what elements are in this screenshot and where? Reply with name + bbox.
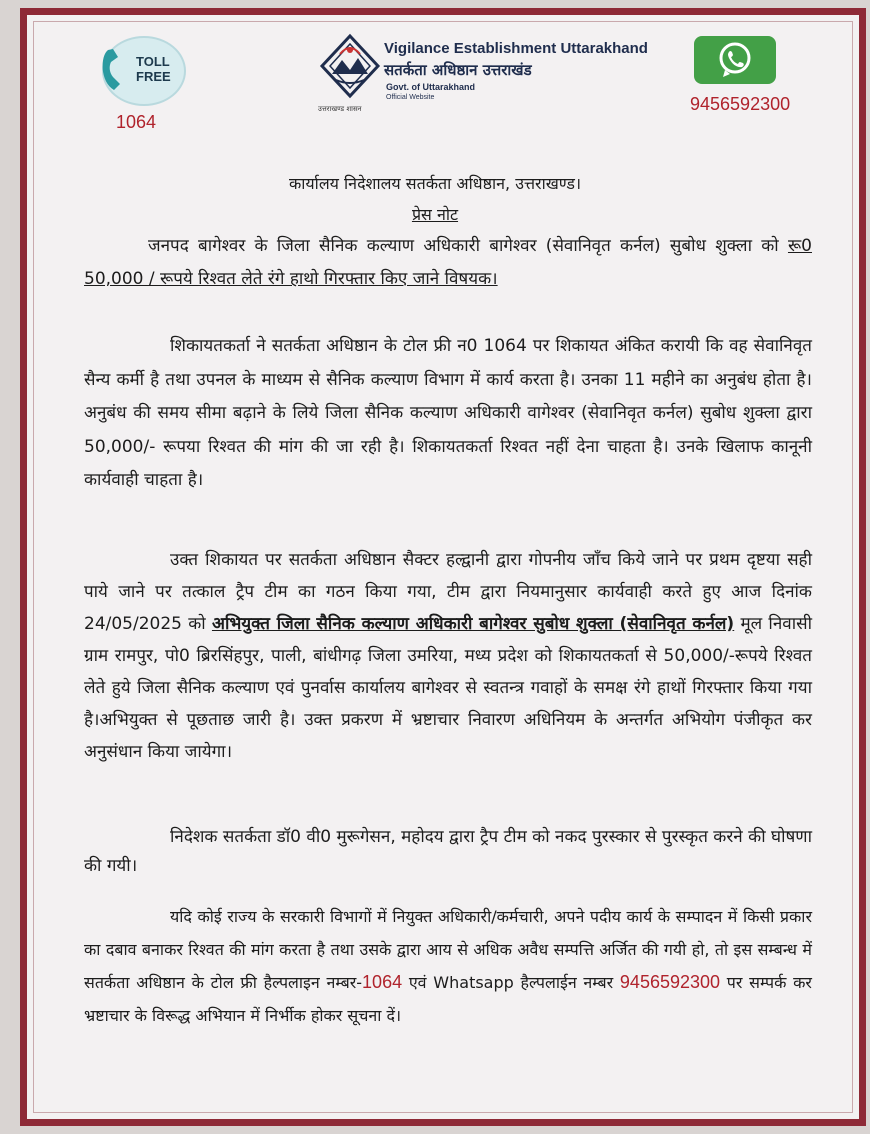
org-name-hindi: सतर्कता अधिष्ठान उत्तराखंड: [384, 61, 532, 79]
org-name-english: Vigilance Establishment Uttarakhand: [384, 40, 648, 57]
paragraph-arrest: [84, 544, 812, 768]
subject-part-1: जनपद बागेश्वर के जिला सैनिक कल्याण अधिकारी बागेश्वर (सेवानिवृत कर्नल) सुबोध शुक्ला को: [148, 236, 779, 256]
govt-line: Govt. of Uttarakhand: [386, 82, 476, 92]
arrest-text-a: उक्त शिकायत पर सतर्कता अधिष्ठान सैक्टर हल्द्वानी द्वारा गोपनीय जाँच किये जाने पर प्रथम दृष्टया सही पाये जाने पर तत्काल ट्रैप टीम का गठन किया गया, टीम द्वारा नियमानुसार कार्यवाही करते हुए आज दिनांक 24/05/2025 को: [84, 550, 812, 634]
appeal-text-c: पर सम्पर्क कर भ्रष्टाचार के विरूद्ध अभियान में निर्भीक होकर सूचना दें।: [84, 973, 812, 1025]
whatsapp-icon: [694, 36, 776, 84]
phone-icon: [98, 46, 138, 94]
site-line: Official Website: [386, 94, 435, 101]
paragraph-appeal: [84, 900, 812, 1032]
toll-free-badge: [96, 36, 186, 106]
whatsapp-badge: [694, 36, 776, 84]
press-note-title: प्रेस नोट: [411, 205, 459, 224]
appeal-text-b: एवं Whatsapp हैल्पलाईन नम्बर: [408, 973, 614, 992]
paragraph-reward: निदेशक सतर्कता डॉ0 वी0 मुरूगेसन, महोदय द्वारा ट्रैप टीम को नकद पुरस्कार से पुरस्कृत करने की घोषणा की गयी।: [84, 827, 812, 876]
toll-free-number: 1064: [116, 112, 157, 132]
uttarakhand-emblem-icon: [318, 32, 382, 114]
helpline-number: 1064: [362, 972, 403, 992]
emblem-motto: उत्तराखण्ड शासन: [318, 105, 362, 113]
toll-text: TOLL: [136, 54, 170, 69]
subject-part-2: रू0 50,000 / रूपये रिश्वत लेते रंगे हाथो गिरफ्तार किए जाने विषयक।: [84, 236, 812, 289]
whatsapp-helpline-number: 9456592300: [619, 972, 721, 992]
accused-name: अभियुक्त जिला सैनिक कल्याण अधिकारी बागेश्वर सुबोध शुक्ला (सेवानिवृत कर्नल): [211, 614, 735, 634]
whatsapp-number: 9456592300: [690, 94, 791, 114]
paragraph-complaint: शिकायतकर्ता ने सतर्कता अधिष्ठान के टोल फ्री न0 1064 पर शिकायत अंकित करायी कि वह सेवानिवृत सैन्य कर्मी है तथा उपनल के माध्यम से सैनिक कल्याण विभाग में कार्य करता है। उनका 11 महीने का अनुबंध होता है। अनुबंध की समय सीमा बढ़ाने के लिये जिला सैनिक कल्याण अधिकारी वागेश्वर (सेवानिवृत कर्नल) सुबोध शुक्ला द्वारा 50,000/- रूपया रिश्वत की मांग की जा रही है। शिकायतकर्ता रिश्वत नहीं देना चाहता है। उनके खिलाफ कानूनी कार्यवाही चाहता है।: [84, 336, 812, 490]
office-heading: कार्यालय निदेशालय सतर्कता अधिष्ठान, उत्तराखण्ड।: [288, 174, 582, 193]
appeal-text-a: यदि कोई राज्य के सरकारी विभागों में नियुक्त अधिकारी/कर्मचारी, अपने पदीय कार्य के सम्पादन में किसी प्रकार का दबाव बनाकर रिश्वत की मांग करता है तथा उसके द्वारा आय से अधिक अवैध सम्पत्ति अर्जित की गयी हो, तो इस सम्बन्ध में सतर्कता अधिष्ठान के टोल फ्री हैल्पलाइन नम्बर-: [84, 907, 812, 992]
subject-line: [84, 230, 812, 296]
arrest-text-c: मूल निवासी ग्राम रामपुर, पो0 ब्रिरसिंहपुर, पाली, बांधीगढ़ जिला उमरिया, मध्य प्रदेश को शिकायतकर्ता से 50,000/-रूपये रिश्वत लेते हुये जिला सैनिक कल्याण एवं पुनर्वास कार्यालय बागेश्वर से स्वतन्त्र गवाहों के समक्ष रंगे हाथों गिरफ्तार किया गया है।अभियुक्त से पूछताछ जारी है। उक्त प्रकरण में भ्रष्टाचार निवारण अधिनियम के अन्तर्गत अभियोग पंजीकृत कर अनुसंधान किया जायेगा।: [84, 614, 812, 762]
free-text: FREE: [136, 69, 171, 84]
